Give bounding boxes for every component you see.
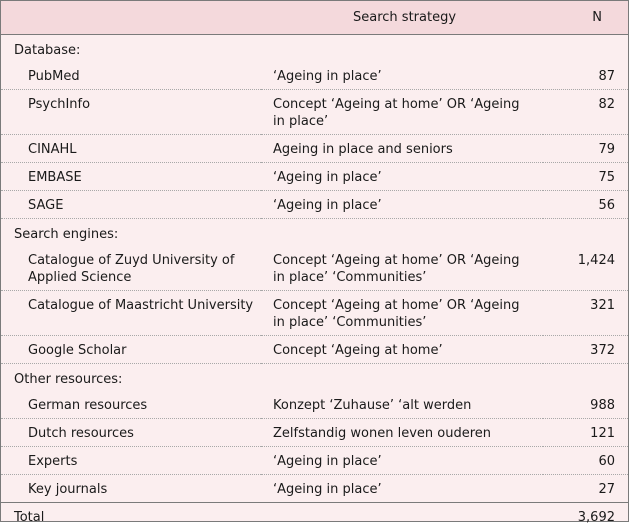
row-strategy: Konzept ‘Zuhause’ ‘alt werden [261,391,543,419]
row-n: 372 [543,336,628,364]
header-source [1,1,261,35]
row-n: 121 [543,419,628,447]
row-source: German resources [1,391,261,419]
total-label: Total [1,503,261,528]
section-row-database [1,35,628,63]
total-row [1,503,628,528]
table-row [1,246,628,291]
table-row [1,391,628,419]
row-strategy: ‘Ageing in place’ [261,191,543,219]
row-strategy: Concept ‘Ageing at home’ [261,336,543,364]
table-row [1,291,628,336]
results-table [1,1,628,528]
row-strategy: ‘Ageing in place’ [261,447,543,475]
row-source: Experts [1,447,261,475]
row-n: 79 [543,135,628,163]
header-n: N [543,1,628,35]
header-search-strategy: Search strategy [261,1,543,35]
row-source: Dutch resources [1,419,261,447]
row-strategy: Zelfstandig wonen leven ouderen [261,419,543,447]
row-source: PsychInfo [1,90,261,135]
row-strategy: ‘Ageing in place’ [261,62,543,90]
row-n: 27 [543,475,628,503]
row-n: 87 [543,62,628,90]
row-source: Google Scholar [1,336,261,364]
row-strategy: Concept ‘Ageing at home’ OR ‘Ageing in place’ [261,90,543,135]
table-row [1,447,628,475]
row-source: Key journals [1,475,261,503]
row-source: Catalogue of Maastricht University [1,291,261,336]
total-spacer [261,503,543,528]
row-n: 321 [543,291,628,336]
row-strategy: Concept ‘Ageing at home’ OR ‘Ageing in place’ ‘Communities’ [261,246,543,291]
row-strategy: ‘Ageing in place’ [261,163,543,191]
table-row [1,62,628,90]
table-row [1,163,628,191]
section-label: Other resources: [1,364,628,392]
row-source: SAGE [1,191,261,219]
row-n: 60 [543,447,628,475]
row-strategy: ‘Ageing in place’ [261,475,543,503]
row-n: 1,424 [543,246,628,291]
row-source: EMBASE [1,163,261,191]
section-label: Database: [1,35,628,63]
table-row [1,475,628,503]
table-row [1,90,628,135]
row-n: 75 [543,163,628,191]
table-row [1,191,628,219]
table-row [1,135,628,163]
row-strategy: Concept ‘Ageing at home’ OR ‘Ageing in place’ ‘Communities’ [261,291,543,336]
row-source: PubMed [1,62,261,90]
table-row [1,336,628,364]
row-n: 82 [543,90,628,135]
row-strategy: Ageing in place and seniors [261,135,543,163]
row-n: 56 [543,191,628,219]
row-source: CINAHL [1,135,261,163]
table-row [1,419,628,447]
section-label: Search engines: [1,219,628,247]
row-n: 988 [543,391,628,419]
section-row-search-engines [1,219,628,247]
table-header-row [1,1,628,35]
total-n: 3,692 [543,503,628,528]
section-row-other-resources [1,364,628,392]
row-source: Catalogue of Zuyd University of Applied Science [1,246,261,291]
